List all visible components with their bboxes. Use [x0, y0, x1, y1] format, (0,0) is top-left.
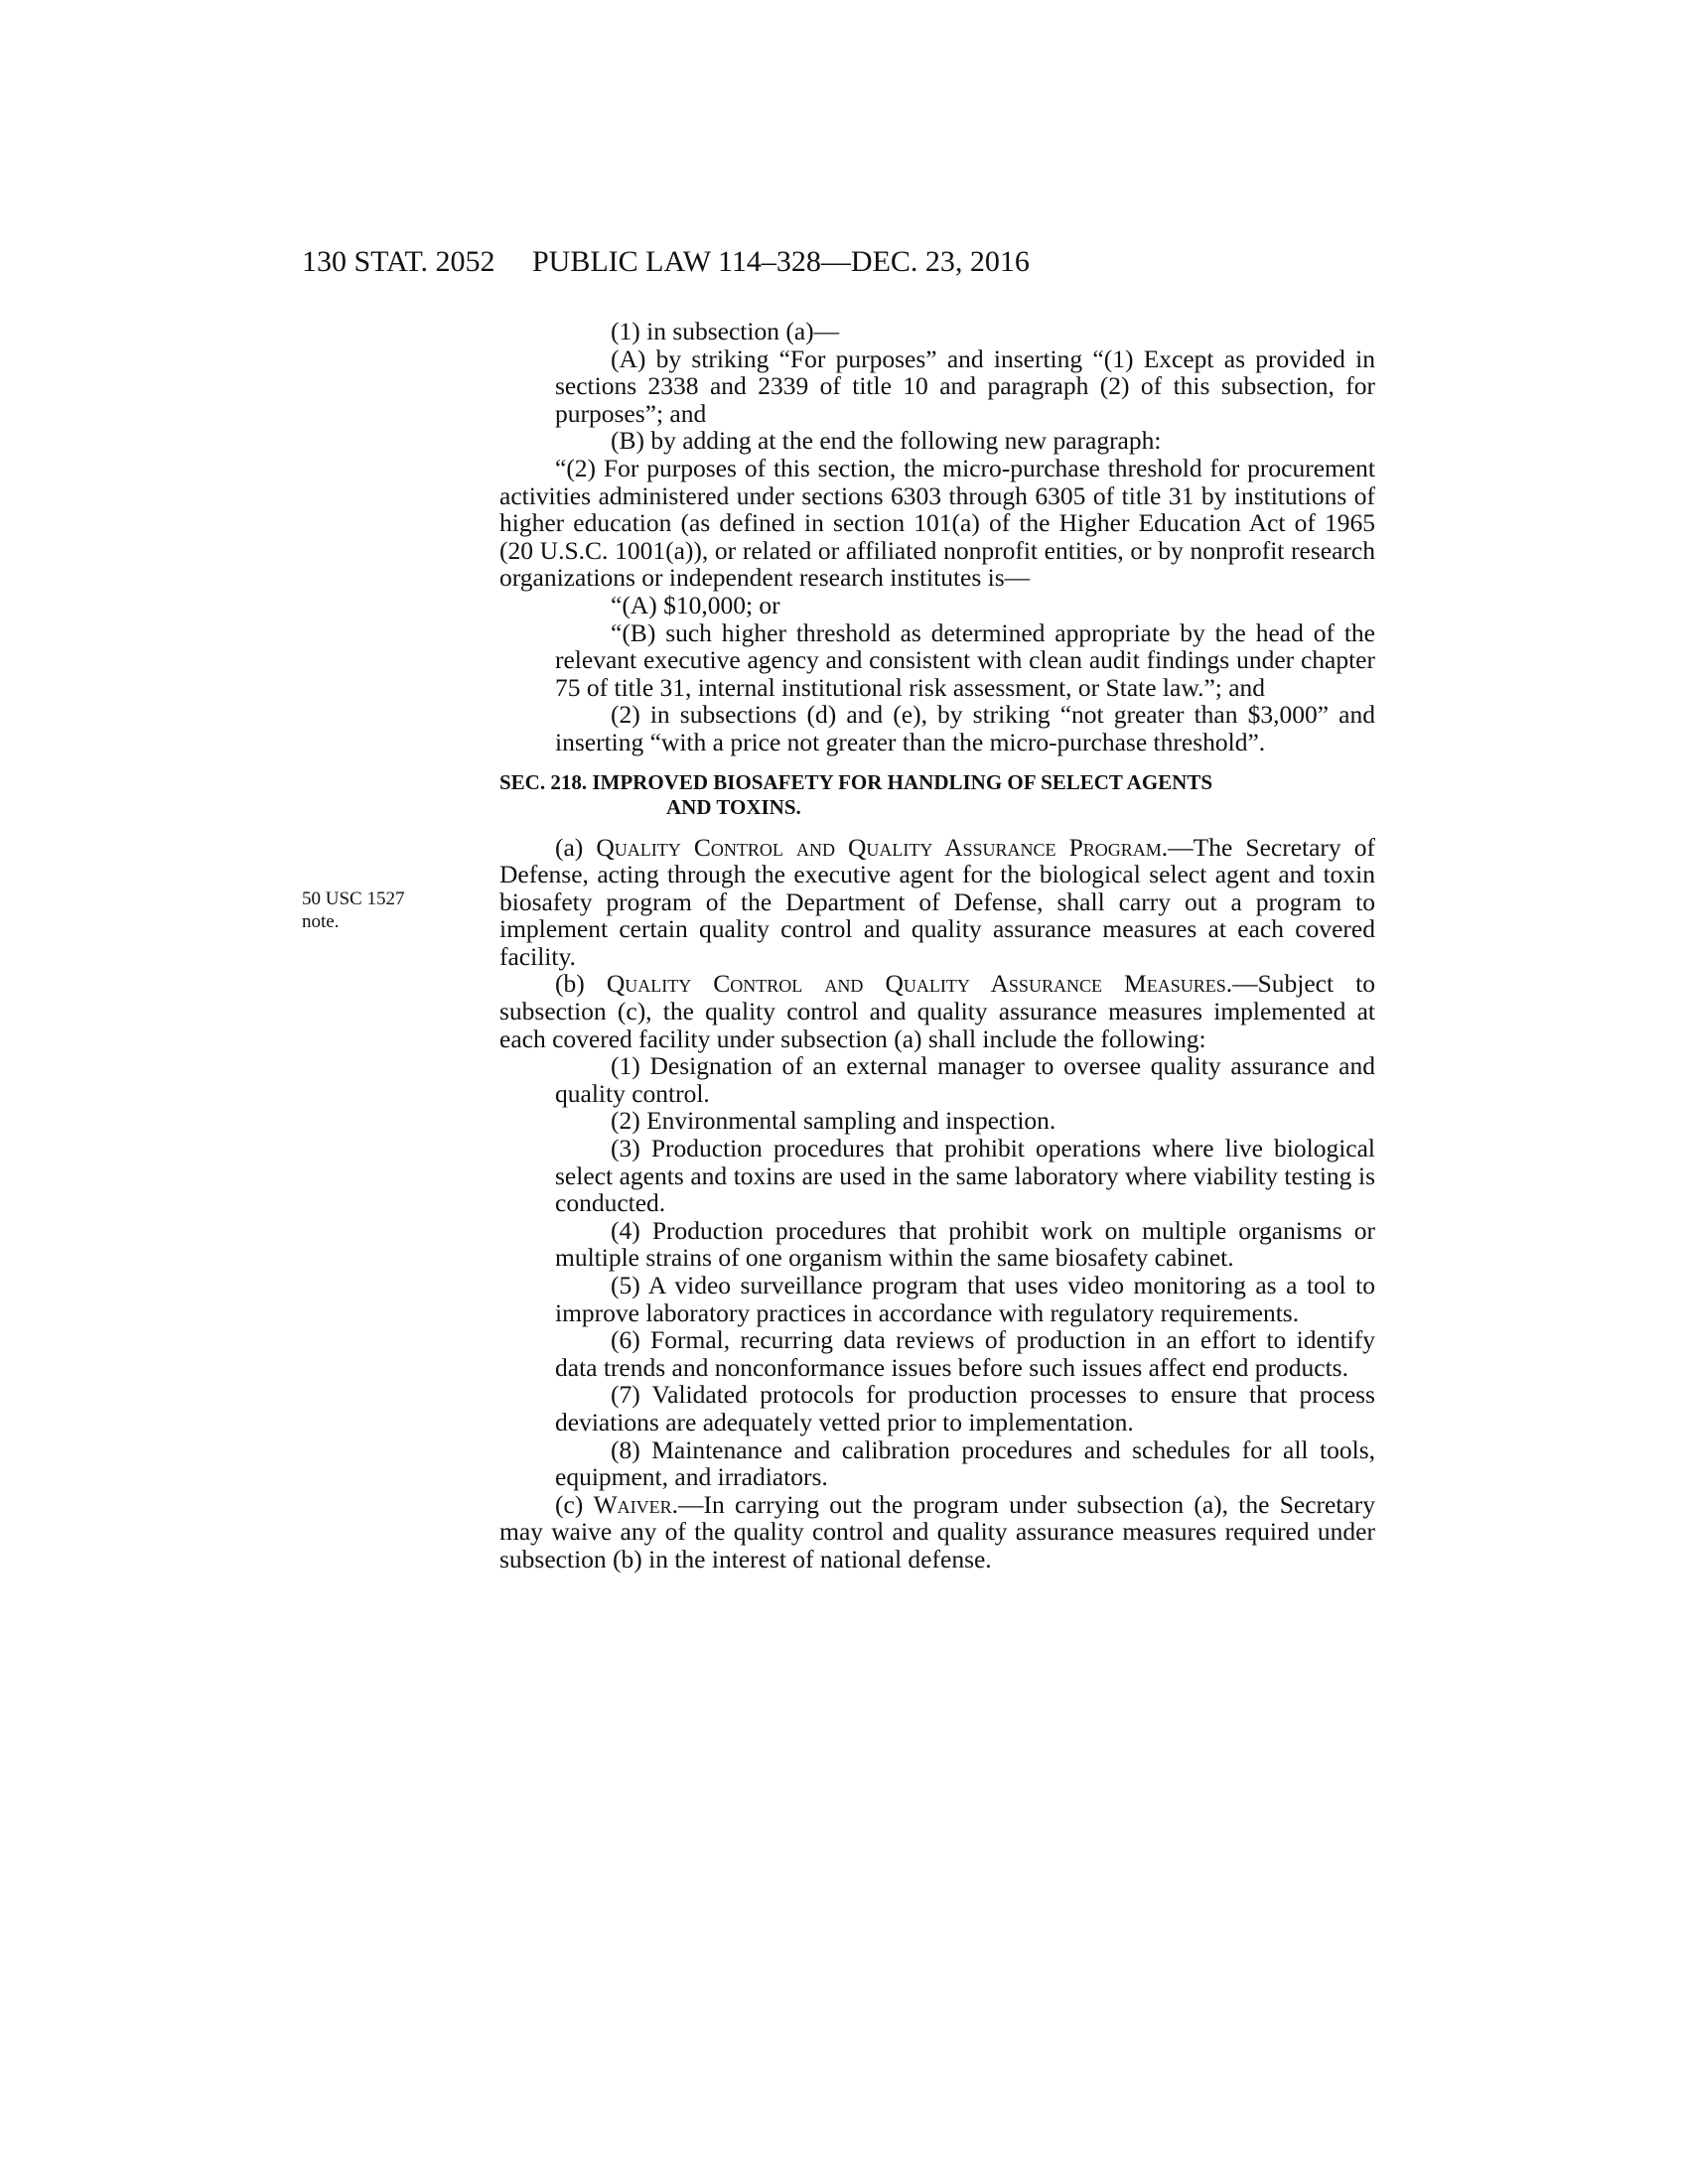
subsection-c-dash: — [678, 1489, 704, 1519]
measure-item: (3) Production procedures that prohibit operations where live biological select agents and toxins are used in the same laboratory where viability testing is conducted. [555, 1134, 1375, 1218]
subsection-b-dash: — [1232, 969, 1258, 999]
subsection-a-title: Quality Control and Quality Assurance Program. [596, 832, 1169, 862]
paragraph-amend-B: (B) by adding at the end the following new paragraph: [611, 426, 1162, 456]
margin-note-line-2: note. [302, 911, 340, 932]
subsection-a-text: The Secretary of Defense, acting through the executive agent for the biological select agent and toxin biosafety program of the Department of Defense, shall carry out a program to implement certain quality control and quality assurance measures at each covered facility. [499, 832, 1375, 971]
public-law-title: PUBLIC LAW 114–328—DEC. 23, 2016 [532, 245, 1030, 278]
measure-item: (7) Validated protocols for production processes to ensure that process deviations are adequately vetted prior to implementation. [555, 1380, 1375, 1436]
subsection-a [499, 834, 1375, 971]
measure-item: (1) Designation of an external manager to oversee quality assurance and quality control. [555, 1051, 1375, 1108]
subsection-a-dash: — [1168, 832, 1194, 862]
paragraph-inserted-2: “(2) For purposes of this section, the micro-purchase threshold for procurement activities administered under sections 6303 through 6305 of title 31 by institutions of higher education (as defined in section 101(a) of the Higher Education Act of 1965 (20 U.S.C. 1001(a)), or related or affiliated nonprofit entities, or by nonprofit research organizations or independent research institutes is— [499, 453, 1375, 593]
section-heading [499, 770, 1375, 820]
subsection-b-text: Subject to subsection (c), the quality control and quality assurance measures implemented at each covered facility under subsection (a) shall include the following: [499, 969, 1375, 1053]
subsection-c-text: In carrying out the program under subsection (a), the Secretary may waive any of the quality control and quality assurance measures required under subsection (b) in the interest of national defense. [499, 1489, 1375, 1573]
measure-item: (5) A video surveillance program that uses video monitoring as a tool to improve laboratory practices in accordance with regulatory requirements. [555, 1271, 1375, 1327]
document-body [499, 318, 1375, 1573]
paragraph-subsections-d-e: (2) in subsections (d) and (e), by striking “not greater than $3,000” and inserting “with a price not greater than the micro-purchase threshold”. [555, 700, 1375, 756]
paragraph-inserted-B: “(B) such higher threshold as determined appropriate by the head of the relevant executive agency and consistent with clean audit findings under chapter 75 of title 31, internal institutional risk assessment, or State law.”; and [555, 617, 1375, 702]
section-heading-line-1: SEC. 218. IMPROVED BIOSAFETY FOR HANDLING OF SELECT AGENTS [499, 769, 1213, 794]
subsection-c-title: Waiver. [593, 1489, 678, 1519]
paragraph-inserted-A: “(A) $10,000; or [611, 590, 780, 619]
subsection-c [499, 1491, 1375, 1573]
margin-citation-note [302, 887, 451, 933]
subsection-b-label: (b) [555, 969, 607, 999]
measure-item: (4) Production procedures that prohibit work on multiple organisms or multiple strains of one organism within the same biosafety cabinet. [555, 1215, 1375, 1273]
paragraph-amend-A: (A) by striking “For purposes” and inserting “(1) Except as provided in sections 2338 and 2339 of title 10 and paragraph (2) of this subsection, for purposes”; and [555, 343, 1375, 428]
measure-item: (2) Environmental sampling and inspection. [611, 1106, 1056, 1136]
subsection-a-label: (a) [555, 832, 597, 862]
measure-item: (6) Formal, recurring data reviews of production in an effort to identify data trends and nonconformance issues before such issues affect end products. [555, 1325, 1375, 1382]
statute-page-number: 130 STAT. 2052 [302, 245, 495, 278]
margin-note-line-1: 50 USC 1527 [302, 888, 405, 909]
paragraph-subsection-a-amend: (1) in subsection (a)— [611, 317, 840, 345]
section-heading-line-2: AND TOXINS. [666, 794, 801, 819]
subsection-b-title: Quality Control and Quality Assurance Measures. [606, 969, 1233, 999]
page-header [302, 245, 1374, 285]
subsection-c-label: (c) [555, 1489, 594, 1519]
measure-item: (8) Maintenance and calibration procedures and schedules for all tools, equipment, and irradiators. [555, 1434, 1375, 1492]
subsection-b [499, 970, 1375, 1052]
